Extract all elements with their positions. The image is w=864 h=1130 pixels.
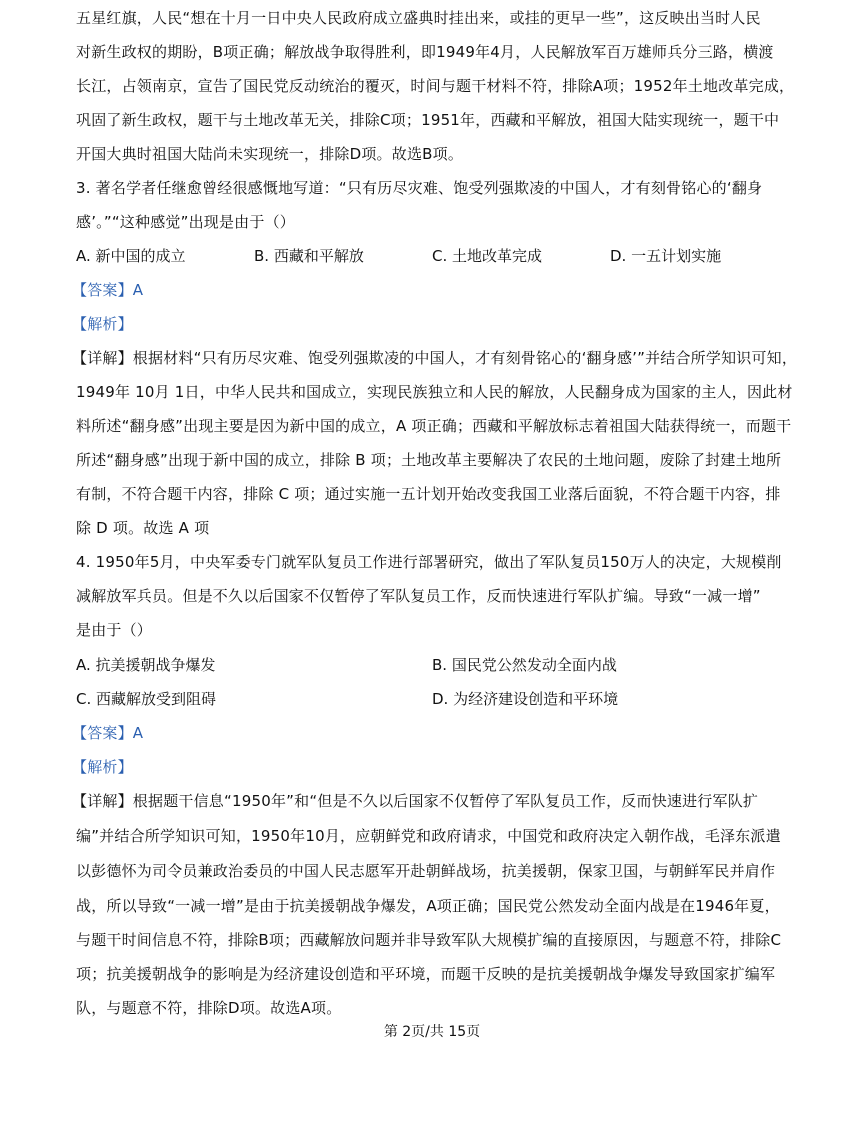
q3-detail-line: 所述“翻身感”出现于新中国的成立，排除 B 项；土地改革主要解决了农民的土地问题，废除了封建土地所 [76, 451, 782, 469]
q3-detail-line: 【详解】根据材料“只有历尽灾难、饱受列强欺凌的中国人，才有刻骨铭心的‘翻身感’”并结合所学知识可知， [72, 349, 798, 367]
page-number: 第 2页/共 15页 [383, 1024, 481, 1040]
q2-explanation-line: 巩固了新生政权，题干与土地改革无关，排除C项；1951年，西藏和平解放，祖国大陆实现统一，题干中 [76, 111, 780, 129]
q3-detail-line: 料所述“翻身感”出现主要是因为新中国的成立，A 项正确；西藏和平解放标志着祖国大陆获得统一，而题干 [76, 417, 792, 435]
q4-option-d: D. 为经济建设创造和平环境 [432, 690, 619, 708]
q2-explanation-line: 五星红旗，人民“想在十月一日中央人民政府成立盛典时挂出来，或挂的更早一些”，这反映出当时人民 [76, 9, 761, 27]
q3-stem-line: 感’。”“这种感觉”出现是由于（） [76, 213, 295, 231]
q4-option-c: C. 西藏解放受到阻碍 [76, 690, 217, 708]
q3-option-b: B. 西藏和平解放 [254, 247, 364, 265]
q4-detail-line: 战，所以导致“一减一增”是由于抗美援朝战争爆发，A项正确；国民党公然发动全面内战是在1946年夏， [76, 897, 780, 915]
q4-detail-line: 以彭德怀为司令员兼政治委员的中国人民志愿军开赴朝鲜战场，抗美援朝，保家卫国，与朝鲜军民并肩作 [76, 862, 776, 880]
q3-analysis-label: 【解析】 [72, 315, 133, 333]
q4-stem-line: 减解放军兵员。但是不久以后国家不仅暂停了军队复员工作，反而快速进行军队扩编。导致“一减一增” [76, 587, 761, 605]
q3-detail-line: 除 D 项。故选 A 项 [76, 519, 210, 537]
q4-analysis-label: 【解析】 [72, 758, 133, 776]
q4-answer [72, 723, 792, 743]
q2-explanation-line: 开国大典时祖国大陆尚未实现统一，排除D项。故选B项。 [76, 145, 464, 163]
q3-detail-line: 有制，不符合题干内容，排除 C 项；通过实施一五计划开始改变我国工业落后面貌，不符合题干内容，排 [76, 485, 781, 503]
q2-explanation-line: 长江，占领南京，宣告了国民党反动统治的覆灭，时间与题干材料不符，排除A项；1952年土地改革完成， [76, 77, 795, 95]
q4-detail-line: 编”并结合所学知识可知，1950年10月，应朝鲜党和政府请求，中国党和政府决定入朝作战，毛泽东派遣 [76, 827, 781, 845]
q4-stem-line: 4. 1950年5月，中央军委专门就军队复员工作进行部署研究，做出了军队复员150万人的决定，大规模削 [76, 553, 782, 571]
q4-option-b: B. 国民党公然发动全面内战 [432, 656, 617, 674]
q3-option-c: C. 土地改革完成 [432, 247, 543, 265]
q4-detail-line: 项；抗美援朝战争的影响是为经济建设创造和平环境，而题干反映的是抗美援朝战争爆发导致国家扩编军 [76, 965, 776, 983]
q4-detail-line: 与题干时间信息不符，排除B项；西藏解放问题并非导致军队大规模扩编的直接原因，与题意不符，排除C [76, 931, 782, 949]
q3-stem-line: 3. 著名学者任继愈曾经很感慨地写道：“只有历尽灾难、饱受列强欺凌的中国人，才有刻骨铭心的‘翻身 [76, 179, 763, 197]
q4-detail-line: 队，与题意不符，排除D项。故选A项。 [76, 999, 342, 1017]
q3-answer-label: 【答案】A [72, 281, 144, 299]
q4-stem-line: 是由于（） [76, 621, 153, 639]
q4-detail-line: 【详解】根据题干信息“1950年”和“但是不久以后国家不仅暂停了军队复员工作，反而快速进行军队扩 [72, 792, 759, 810]
q4-option-a: A. 抗美援朝战争爆发 [76, 656, 216, 674]
q4-answer-label: 【答案】A [72, 724, 144, 742]
q3-option-a: A. 新中国的成立 [76, 247, 186, 265]
q3-answer [72, 280, 792, 300]
q3-detail-line: 1949年 10月 1日，中华人民共和国成立，实现民族独立和人民的解放，人民翻身成为国家的主人，因此材 [76, 383, 793, 401]
q3-option-d: D. 一五计划实施 [610, 247, 722, 265]
q2-explanation-line: 对新生政权的期盼，B项正确；解放战争取得胜利，即1949年4月，人民解放军百万雄师兵分三路，横渡 [76, 43, 774, 61]
